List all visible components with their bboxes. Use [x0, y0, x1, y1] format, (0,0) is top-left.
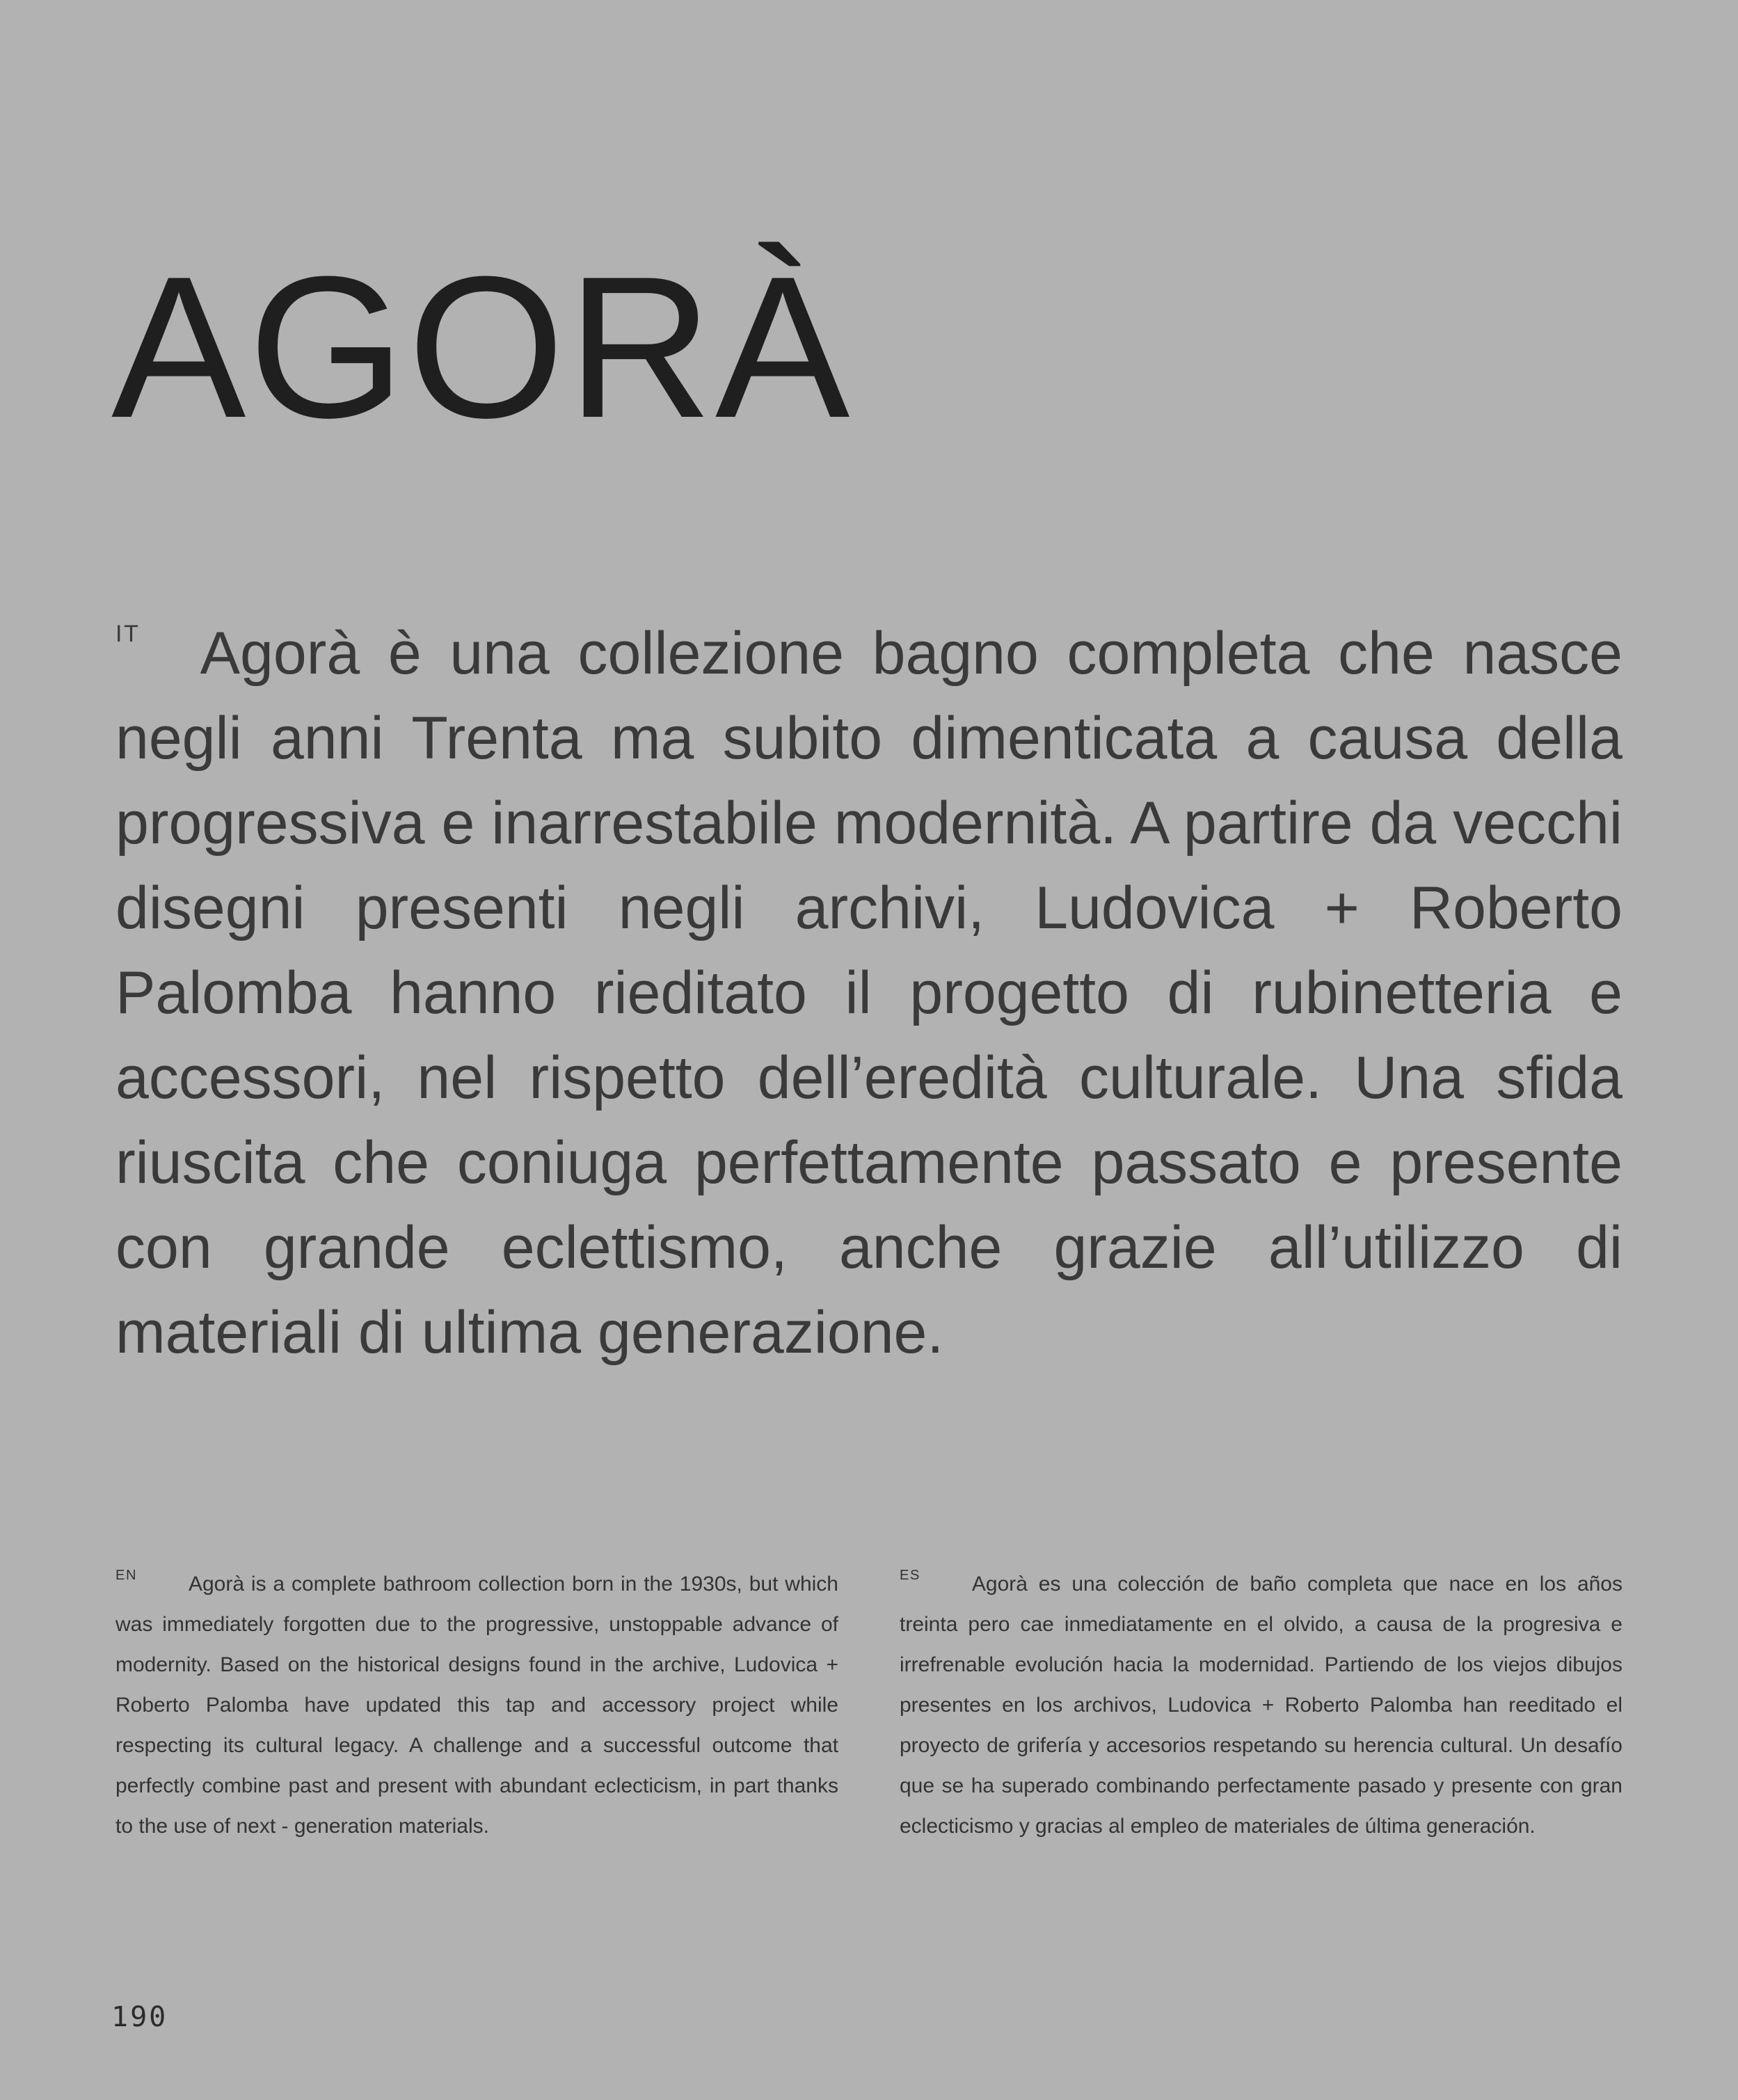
language-label-es: ES — [900, 1568, 920, 1583]
english-paragraph-text: Agorà is a complete bathroom collection born in the 1930s, but which was immediately forgotten due to the progressive, unstoppable advance of modernity. Based on the historical designs found in the archive, Ludovica + Roberto Palomba have updated this tap and accessory project while respecting its cultural legacy. A challenge and a successful outcome that perfectly combine past and present with abundant eclecticism, in part thanks to the use of next - generation materials. — [115, 1573, 838, 1838]
spanish-paragraph — [900, 1564, 1623, 1847]
translation-columns — [115, 1543, 1623, 1868]
italian-paragraph-text: Agorà è una collezione bagno completa che nasce negli anni Trenta ma subito dimenticata a causa della progressiva e inarrestabile modernità. A partire da vecchi disegni presenti negli archivi, Ludovica + Roberto Palomba hanno rieditato il progetto di rubinetteria e accessori, nel rispetto dell’eredità culturale. Una sfida riuscita che coniuga perfettamente passato e presente con grande eclettismo, anche grazie all’utilizzo di materiali di ultima generazione. — [115, 620, 1623, 1366]
page-number: 190 — [111, 2001, 168, 2033]
language-label-en: EN — [115, 1568, 137, 1583]
page-title: AGORÀ — [111, 234, 852, 461]
spanish-paragraph-text: Agorà es una colección de baño completa que nace en los años treinta pero cae inmediatamente en el olvido, a causa de la progresiva e irrefrenable evolución hacia la modernidad. Partiendo de los viejos dibujos presentes en los archivos, Ludovica + Roberto Palomba han reeditado el proyecto de grifería y accesorios respetando su herencia cultural. Un desafío que se ha superado combinando perfectamente pasado y presente con gran eclecticismo y gracias al empleo de materiales de última generación. — [900, 1573, 1623, 1838]
italian-section — [115, 551, 1623, 1435]
language-label-it: IT — [115, 621, 141, 647]
italian-paragraph — [115, 611, 1623, 1375]
english-paragraph — [115, 1564, 838, 1847]
